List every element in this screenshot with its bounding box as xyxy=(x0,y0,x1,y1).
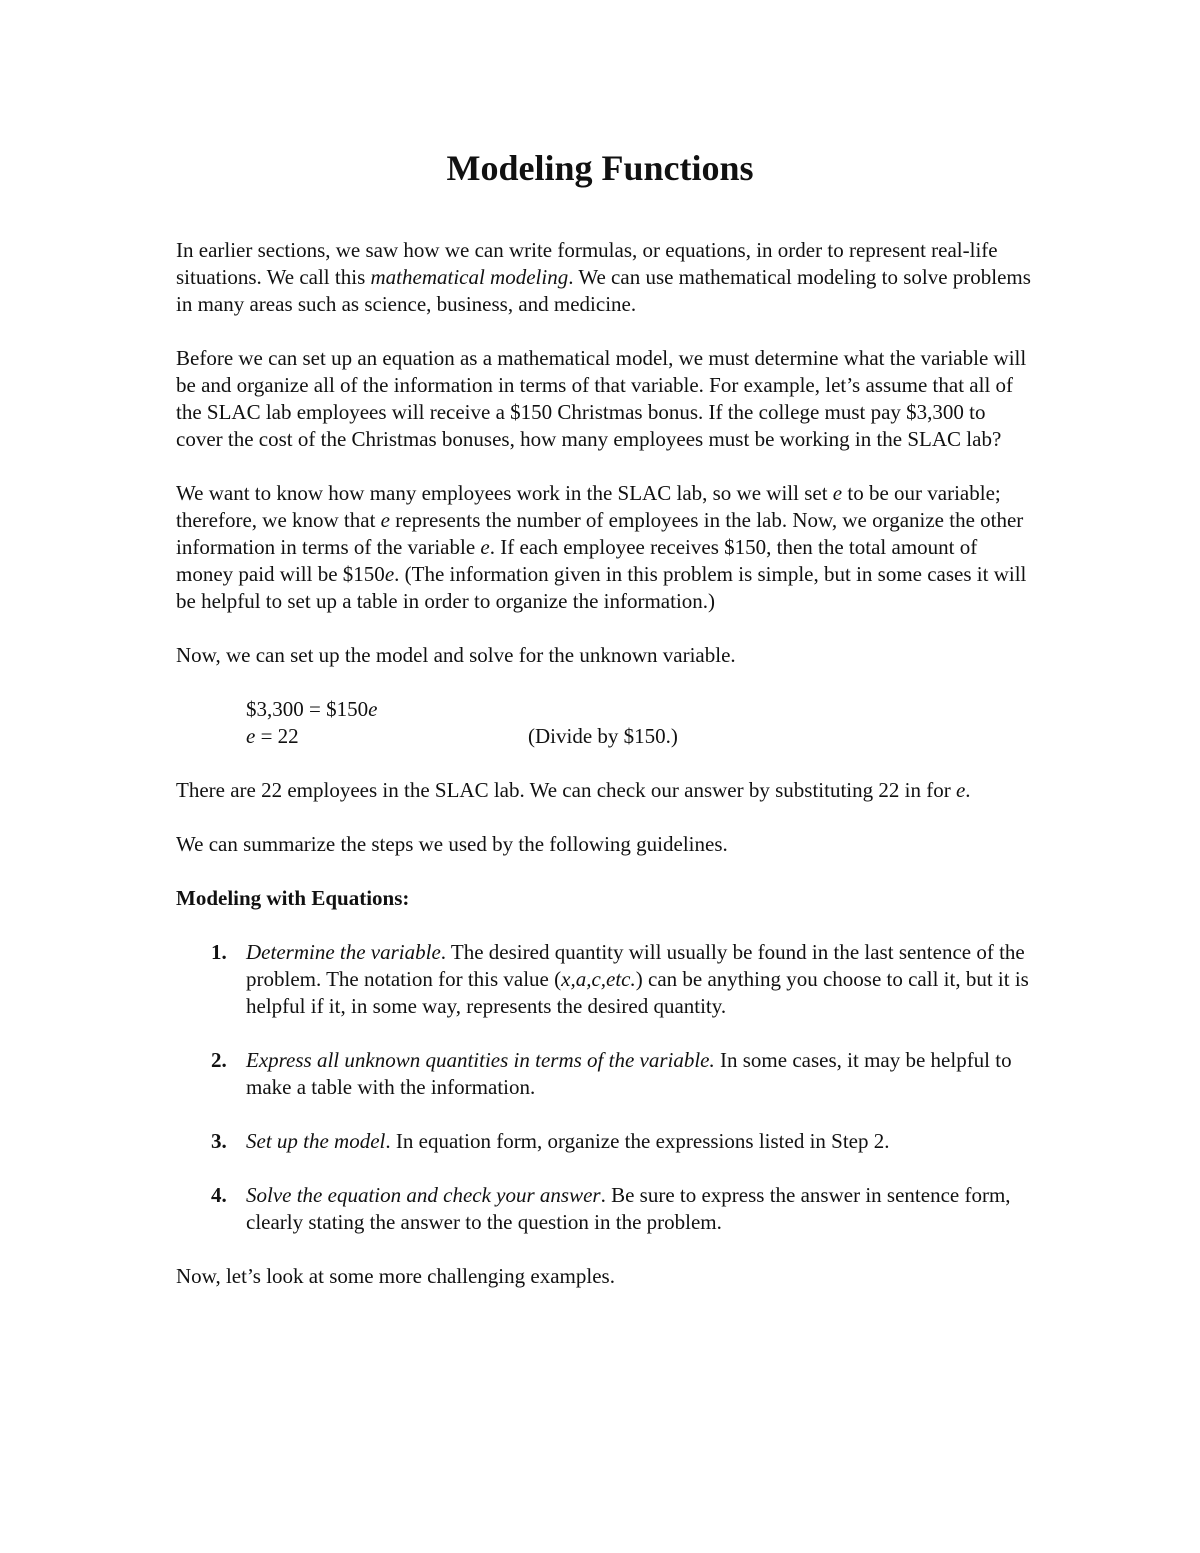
list-item xyxy=(176,939,1036,1020)
equation-row-2 xyxy=(246,723,1036,750)
intro-paragraph-1 xyxy=(176,237,1036,318)
variable: e xyxy=(380,508,390,532)
equation-note: (Divide by $150.) xyxy=(528,724,678,748)
document-page xyxy=(176,140,1036,1290)
emphasis-term: Solve the equation and check your answer xyxy=(246,1183,601,1207)
text-run: . The desired quantity will usually be found in the last sentence of the problem. The notation for this value ( xyxy=(246,940,1025,991)
step-number xyxy=(176,1047,246,1101)
variable: e xyxy=(246,724,256,748)
intro-paragraph-2: Before we can set up an equation as a mathematical model, we must determine what the variable will be and organize all of the information in terms of that variable. For example, let’s assume that all of the SLAC lab employees will receive a $150 Christmas bonus. If the college must pay $3,300 to cover the cost of the Christmas bonuses, how many employees must be working in the SLAC lab? xyxy=(176,346,1027,451)
step-number xyxy=(176,1182,246,1236)
page-title: Modeling Functions xyxy=(446,148,754,188)
variable: e xyxy=(955,778,966,802)
closing-paragraph: Now, let’s look at some more challenging examples. xyxy=(176,1264,615,1288)
text-run: ) can be anything you choose to call it, but it is helpful if it, in some way, represents the desired quantity. xyxy=(246,967,1029,1018)
equation-block xyxy=(246,696,1036,750)
step-number-text: 4. xyxy=(211,1183,227,1207)
step-text xyxy=(246,1047,1036,1101)
text-run: . xyxy=(965,778,971,802)
emphasis-term: Determine the variable xyxy=(246,940,441,964)
emphasis-term: Set up the model xyxy=(246,1129,386,1153)
text-run: . In equation form, organize the expressions listed in Step 2. xyxy=(385,1129,890,1153)
variable: e xyxy=(480,535,490,559)
text-run: represents the number of employees in the lab. Now, we organize the other information in terms of the variable xyxy=(176,508,1024,559)
text-run: to be our variable; therefore, we know that xyxy=(176,481,1001,532)
section-heading: Modeling with Equations: xyxy=(176,886,410,910)
step-text xyxy=(246,939,1036,1020)
equation-text: = 22 xyxy=(255,724,299,748)
step-number-text: 3. xyxy=(211,1129,227,1153)
text-run: . If each employee receives $150, then the total amount of money paid will be $150 xyxy=(176,535,978,586)
text-run: There are 22 employees in the SLAC lab. We can check our answer by substituting 22 in for xyxy=(176,778,956,802)
text-run: In some cases, it may be helpful to make a table with the information. xyxy=(246,1048,1012,1099)
summary-paragraph: We can summarize the steps we used by the following guidelines. xyxy=(176,832,728,856)
list-item xyxy=(176,1182,1036,1236)
step-number xyxy=(176,939,246,1020)
steps-list xyxy=(176,939,1036,1236)
step-number-text: 2. xyxy=(211,1048,227,1072)
step-text xyxy=(246,1182,1036,1236)
emphasis-term: Express all unknown quantities in terms of the variable. xyxy=(246,1048,715,1072)
text-run: . (The information given in this problem is simple, but in some cases it will be helpful to set up a table in order to organize the information.) xyxy=(176,562,1027,613)
text-run: . We can use mathematical modeling to solve problems in many areas such as science, business, and medicine. xyxy=(176,265,1031,316)
emphasis-term: x,a,c,etc. xyxy=(561,967,636,991)
step-text xyxy=(246,1128,1036,1155)
list-item xyxy=(176,1047,1036,1101)
equation-text: $3,300 = $150 xyxy=(246,697,369,721)
step-number xyxy=(176,1128,246,1155)
text-run: We want to know how many employees work in the SLAC lab, so we will set xyxy=(176,481,833,505)
list-item xyxy=(176,1128,1036,1155)
variable: e xyxy=(384,562,395,586)
equation-left xyxy=(246,723,528,750)
variable: e xyxy=(368,697,378,721)
step-number-text: 1. xyxy=(211,940,227,964)
intro-paragraph-3 xyxy=(176,480,1036,615)
equation-row-1 xyxy=(246,696,1036,723)
text-run: In earlier sections, we saw how we can write formulas, or equations, in order to represent real-life situations. We call this xyxy=(176,238,998,289)
variable: e xyxy=(832,481,843,505)
text-run: . Be sure to express the answer in sentence form, clearly stating the answer to the question in the problem. xyxy=(246,1183,1011,1234)
emphasis-term: mathematical modeling xyxy=(370,265,569,289)
answer-paragraph xyxy=(176,777,1036,804)
equation-left xyxy=(246,696,528,723)
intro-paragraph-4: Now, we can set up the model and solve for the unknown variable. xyxy=(176,643,736,667)
